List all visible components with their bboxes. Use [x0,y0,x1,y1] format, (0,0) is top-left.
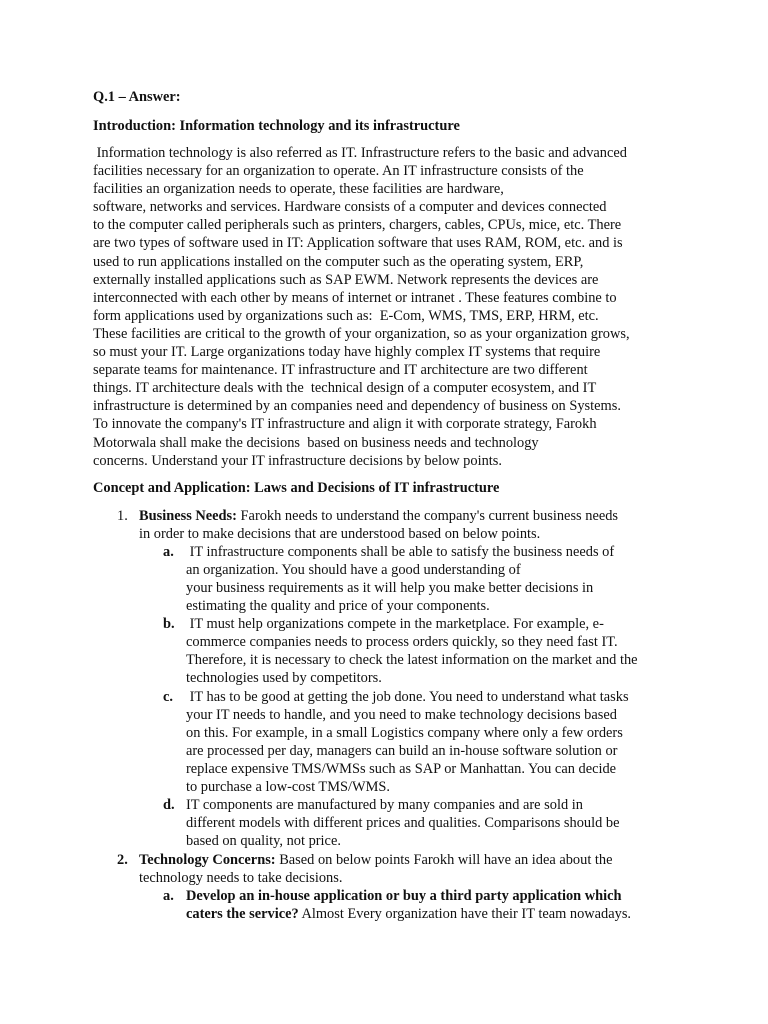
intro-line: infrastructure is determined by an companies need and dependency of business on Systems. [93,398,621,415]
sub-marker: c. [163,689,173,705]
list-item-line [139,851,613,869]
sub-item-b [163,615,638,687]
sub-item-text: Almost Every organization have their IT team nowadays. [298,906,632,923]
sub-marker: d. [163,797,175,813]
sub-item-question: caters the service? [186,906,299,923]
sub-item-line: technologies used by competitors. [186,670,382,687]
intro-line: facilities necessary for an organization to operate. An IT infrastructure consists of the [93,163,584,180]
list-item-text: Based on below points Farokh will have an idea about the [275,852,613,868]
list-item-title: Business Needs: [139,508,237,524]
sub-item-line: IT must help organizations compete in the marketplace. For example, e- [186,616,604,632]
intro-line: These facilities are critical to the growth of your organization, so as your organization grows, [93,325,630,342]
intro-line: form applications used by organizations such as: E-Com, WMS, TMS, ERP, HRM, etc. [93,307,599,324]
sub-item-line: to purchase a low-cost TMS/WMS. [186,779,390,796]
sub-item-2a [163,887,632,923]
intro-line: Information technology is also referred as IT. Infrastructure refers to the basic and advanced [93,145,627,161]
sub-item-line: your business requirements as it will help you make better decisions in [186,580,594,597]
intro-line: used to run applications installed on the computer such as the operating system, ERP, [93,253,584,270]
list-item-text: Farokh needs to understand the company's current business needs [236,508,619,524]
sub-marker: a. [163,888,174,904]
sub-item-line: estimating the quality and price of your components. [186,598,490,615]
list-item-technology-concerns [117,851,613,887]
sub-item-line: are processed per day, managers can build an in-house software solution or [186,743,618,760]
sub-item-line: Develop an in-house application or buy a third party application which [186,888,622,904]
intro-line: things. IT architecture deals with the technical design of a computer ecosystem, and IT [93,380,597,397]
intro-line: To innovate the company's IT infrastructure and align it with corporate strategy, Farokh [93,416,597,433]
list-item-line [139,507,618,525]
intro-line: so must your IT. Large organizations today have highly complex IT systems that require [93,344,601,361]
sub-item-line: different models with different prices and qualities. Comparisons should be [186,815,620,832]
sub-item-line: IT components are manufactured by many companies and are sold in [186,797,583,813]
intro-line: to the computer called peripherals such as printers, chargers, cables, CPUs, mice, etc. There [93,217,622,234]
list-item-line: technology needs to take decisions. [139,870,343,887]
sub-item-line: Therefore, it is necessary to check the latest information on the market and the [186,652,638,669]
list-item-business-needs [117,507,619,543]
sub-marker: a. [163,544,174,560]
intro-line: Motorwala shall make the decisions based on business needs and technology [93,434,539,451]
sub-item-d [163,796,620,850]
sub-item-line: replace expensive TMS/WMSs such as SAP or Manhattan. You can decide [186,761,617,778]
question-label: Q.1 – Answer: [93,89,181,105]
intro-line: interconnected with each other by means of internet or intranet . These features combine to [93,289,617,306]
sub-item-line: IT has to be good at getting the job done. You need to understand what tasks [186,689,629,705]
sub-item-line: IT infrastructure components shall be able to satisfy the business needs of [186,544,615,560]
concept-heading: Concept and Application: Laws and Decisions of IT infrastructure [93,480,500,496]
intro-heading: Introduction: Information technology and its infrastructure [93,118,460,134]
list-item-line: in order to make decisions that are understood based on below points. [139,526,541,543]
list-marker: 2. [117,852,128,868]
sub-item-line: on this. For example, in a small Logistics company where only a few orders [186,725,623,742]
intro-line: externally installed applications such as SAP EWM. Network represents the devices are [93,271,599,288]
intro-line: software, networks and services. Hardware consists of a computer and devices connected [93,199,607,216]
sub-item-line: your IT needs to handle, and you need to make technology decisions based [186,707,617,724]
sub-item-line: commerce companies needs to process orders quickly, so they need fast IT. [186,634,618,651]
intro-line: are two types of software used in IT: Application software that uses RAM, ROM, etc. and is [93,235,623,252]
list-item-title: Technology Concerns: [139,852,276,868]
intro-line: separate teams for maintenance. IT infrastructure and IT architecture are two different [93,362,588,379]
sub-item-line: an organization. You should have a good understanding of [186,562,521,579]
sub-item-line: based on quality, not price. [186,833,341,850]
intro-paragraph [93,144,630,470]
intro-line: facilities an organization needs to operate, these facilities are hardware, [93,181,504,198]
sub-item-a [163,543,615,615]
intro-line: concerns. Understand your IT infrastructure decisions by below points. [93,452,502,469]
sub-marker: b. [163,616,175,632]
sub-item-line [186,905,631,923]
list-marker: 1. [117,508,128,524]
sub-item-c [163,688,629,797]
